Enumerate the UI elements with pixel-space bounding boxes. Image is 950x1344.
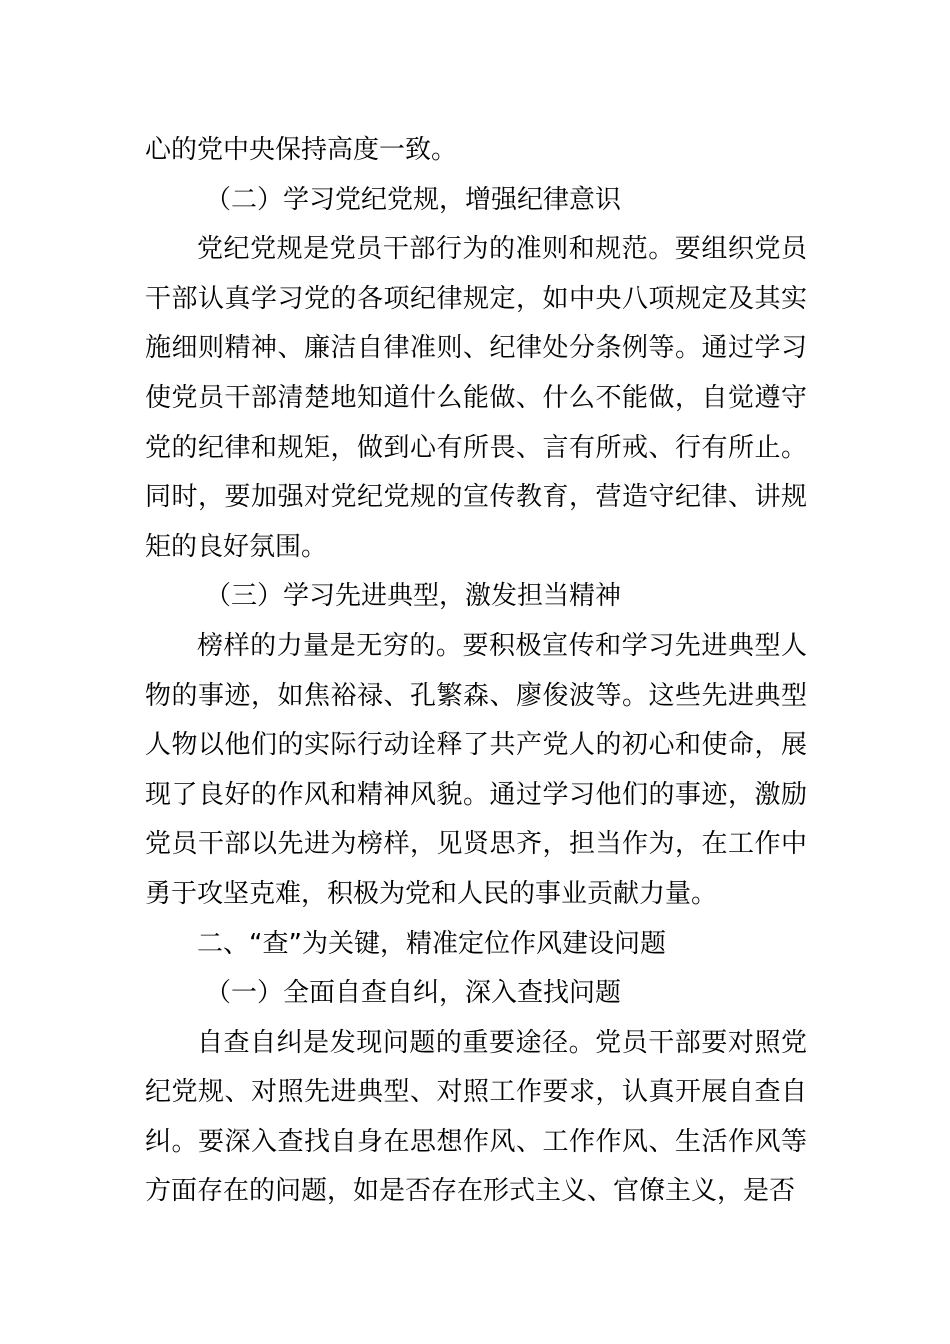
subheading-study-role-models: （三）学习先进典型，激发担当精神 [205,581,622,612]
section-heading-two: 二、“查”为关键，精准定位作风建设问题 [197,928,666,959]
body-paragraph-role-models: 榜样的力量是无穷的。要积极宣传和学习先进典型人物的事迹，如焦裕禄、孔繁森、廖俊波等。这些先进典型人物以他们的实际行动诠释了共产党人的初心和使命，展现了良好的作风和精神风貌。通过学习他们的事迹，激励党员干部以先进为榜样，见贤思齐，担当作为，在工作中勇于攻坚克难，积极为党和人民的事业贡献力量。 [145,630,807,909]
body-paragraph-continuation: 心的党中央保持高度一致。 [145,135,458,165]
document-body [145,126,807,1217]
body-paragraph-party-discipline: 党纪党规是党员干部行为的准则和规范。要组织党员干部认真学习党的各项纪律规定，如中央八项规定及其实施细则精神、廉洁自律准则、纪律处分条例等。通过学习使党员干部清楚地知道什么能做、什么不能做，自觉遵守党的纪律和规矩，做到心有所畏、言有所戒、行有所止。同时，要加强对党纪党规的宣传教育，营造守纪律、讲规矩的良好氛围。 [145,234,807,562]
subheading-self-inspection: （一）全面自查自纠，深入查找问题 [205,978,622,1009]
subheading-study-party-discipline: （二）学习党纪党规，增强纪律意识 [205,184,622,215]
body-paragraph-self-inspection: 自查自纠是发现问题的重要途径。党员干部要对照党纪党规、对照先进典型、对照工作要求，认真开展自查自纠。要深入查找自身在思想作风、工作作风、生活作风等方面存在的问题，如是否存在形式主义、官僚主义，是否 [145,1027,807,1207]
